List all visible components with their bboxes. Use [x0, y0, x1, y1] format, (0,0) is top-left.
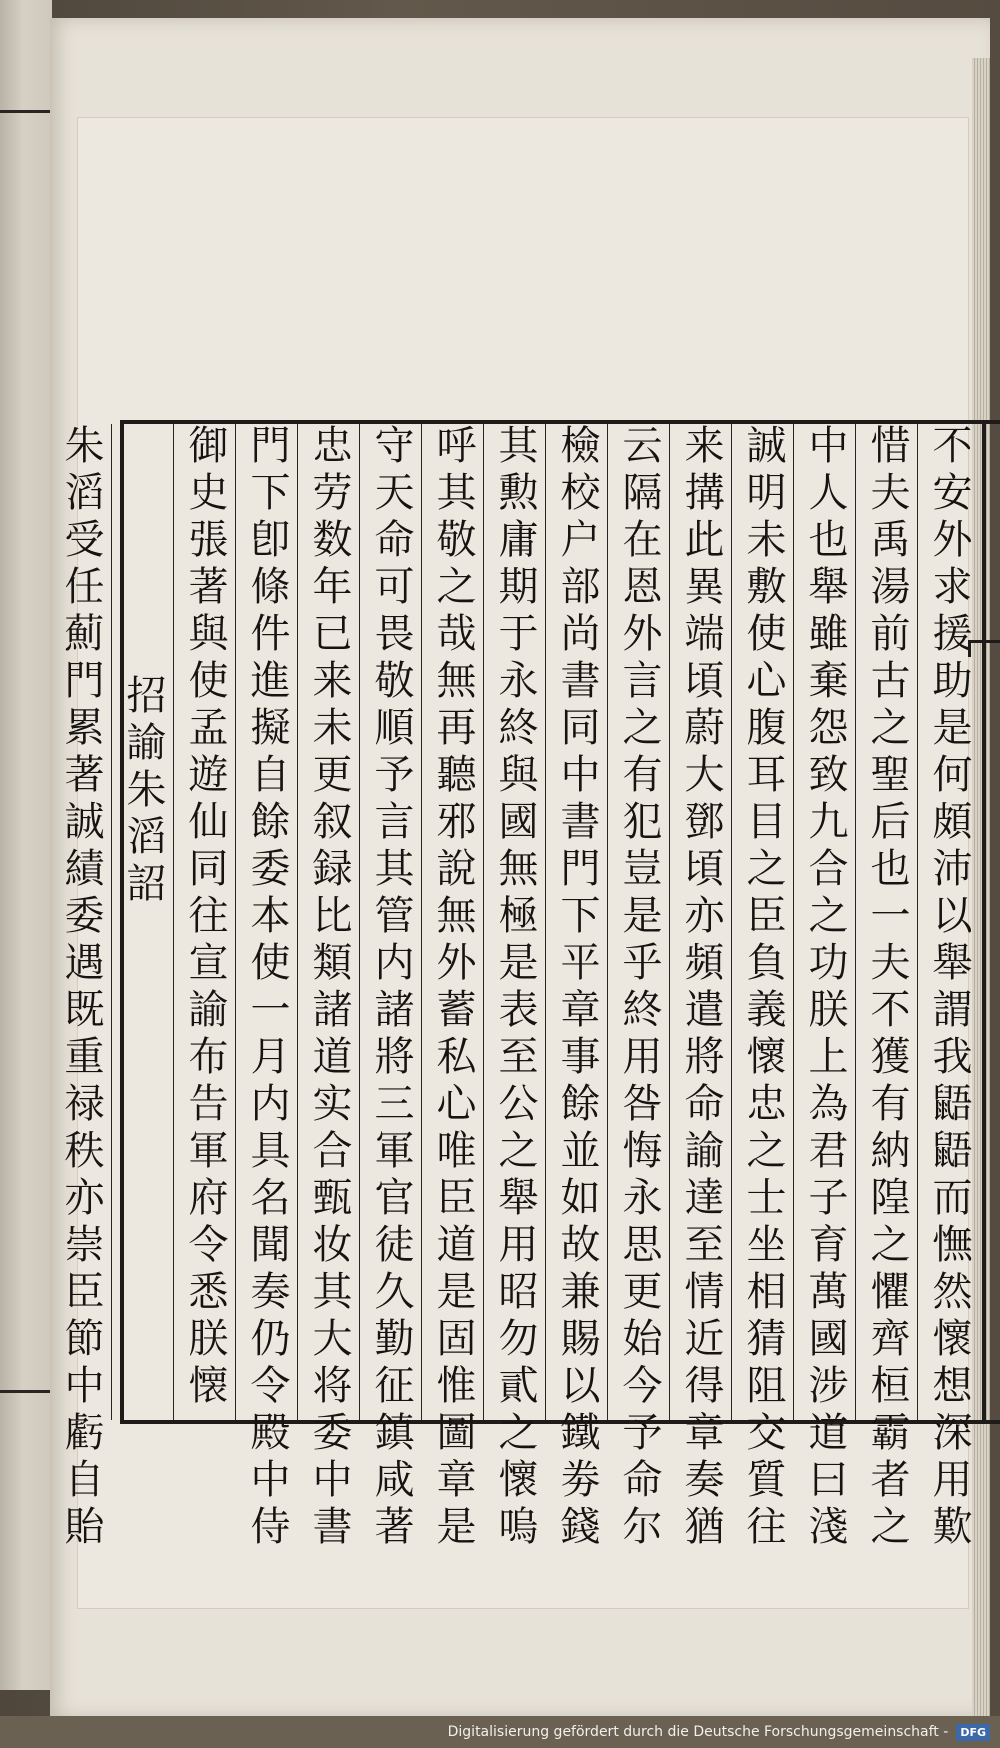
column-text: 来搆此異端頃蔚大鄧頃亦頻遣將命諭達至情近得章奏猶 — [678, 424, 724, 1552]
text-column — [240, 424, 294, 1552]
section-title: 招諭朱滔詔 — [120, 674, 166, 909]
frame-edge — [982, 1420, 1000, 1424]
column-rule — [359, 424, 360, 1420]
column-rule — [793, 424, 794, 1420]
text-column — [860, 424, 914, 1552]
column-rule — [235, 424, 236, 1420]
column-text: 檢校户部尚書同中書門下平章事餘並如故兼賜以鐵劵錢 — [554, 424, 600, 1552]
previous-page-rule — [0, 110, 52, 113]
column-rule — [917, 424, 918, 1420]
digitization-footer — [0, 1716, 1000, 1748]
column-text: 誠明未敷使心腹耳目之臣負義懷忠之士坐相猜阻交質往 — [740, 424, 786, 1552]
column-text: 守天命可畏敬順予言其管内諸將三軍官徒久勤征鎮咸著 — [368, 424, 414, 1552]
column-text: 忠劳数年已来未更叙録比類諸道实合甄妆其大将委中書 — [306, 424, 352, 1552]
text-block-frame — [58, 420, 986, 1552]
column-text: 不安外求援助是何頗沛以舉謂我鼯鼯而憮然懷想深用歎 — [926, 424, 972, 1552]
funding-credit: Digitalisierung gefördert durch die Deutsche Forschungsgemeinschaft - — [447, 1724, 949, 1740]
text-column — [550, 424, 604, 1552]
column-text: 門下卽條件進擬自餘委本使一月内具名聞奏仍令殿中侍 — [244, 424, 290, 1552]
column-text: 云隔在恩外言之有犯豈是乎終用咎悔永思更始今予命尔 — [616, 424, 662, 1552]
column-text: 呼其敬之哉無再聽邪說無外蓄私心唯臣道是固惟圖章是 — [430, 424, 476, 1552]
center-fold-mark — [968, 640, 1000, 657]
text-column — [426, 424, 480, 1552]
column-text: 朱滔受任薊門累著誠績委遇既重禄秩亦崇臣節中虧自貽 — [58, 424, 104, 1552]
text-column — [798, 424, 852, 1552]
dfg-logo: DFG — [956, 1724, 990, 1741]
column-text: 其勲庸期于永終與國無極是表至公之舉用昭勿貳之懷嗚 — [492, 424, 538, 1552]
text-column — [178, 424, 232, 1420]
text-column — [736, 424, 790, 1552]
column-rule — [669, 424, 670, 1420]
column-rule — [421, 424, 422, 1420]
column-rule — [483, 424, 484, 1420]
column-text: 御史張著與使孟遊仙同往宣諭布告軍府令悉朕懐 — [182, 424, 228, 1411]
previous-page-rule — [0, 1390, 52, 1393]
column-rule — [731, 424, 732, 1420]
text-column — [674, 424, 728, 1552]
column-rule — [111, 424, 112, 1420]
text-column — [302, 424, 356, 1552]
section-title-column — [116, 424, 170, 1420]
column-rule — [607, 424, 608, 1420]
previous-page-edge — [0, 0, 52, 1690]
text-column — [922, 424, 976, 1552]
text-column — [612, 424, 666, 1552]
text-column — [54, 424, 108, 1552]
column-rule — [545, 424, 546, 1420]
text-column — [488, 424, 542, 1552]
frame-edge — [982, 420, 1000, 424]
column-text: 中人也舉雖棄怨致九合之功朕上為君子育萬國涉道曰淺 — [802, 424, 848, 1552]
column-rule — [173, 424, 174, 1420]
text-column — [364, 424, 418, 1552]
column-text: 惜夫禹湯前古之聖后也一夫不獲有納隍之懼齊桓霸者之 — [864, 424, 910, 1552]
column-rule — [855, 424, 856, 1420]
column-rule — [297, 424, 298, 1420]
